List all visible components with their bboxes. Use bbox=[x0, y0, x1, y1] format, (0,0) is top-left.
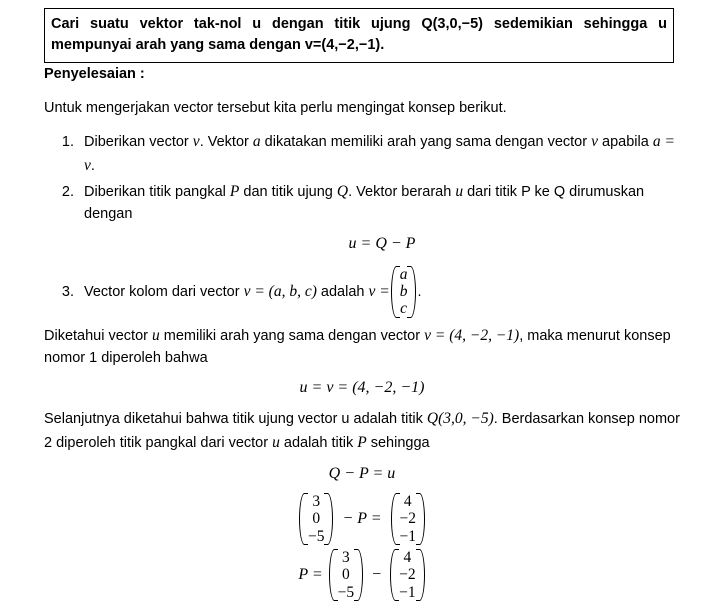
concept-3-text-2: adalah bbox=[316, 283, 369, 300]
problem-statement-box bbox=[44, 8, 674, 63]
eq3-left-entry-1: 3 bbox=[342, 548, 350, 566]
solution-content bbox=[44, 66, 680, 601]
concept-2-equation: u = Q − P bbox=[348, 234, 416, 252]
eq3-right-entry-1: 4 bbox=[403, 548, 412, 566]
eq2-right-vector bbox=[391, 493, 426, 545]
concept-3-text-1: Vector kolom dari vector bbox=[84, 283, 244, 300]
concept-2-var-u: u bbox=[455, 183, 464, 201]
concept-1-text-3: dikatakan memiliki arah yang sama dengan vector bbox=[260, 133, 592, 150]
eq3-left-entry-3: −5 bbox=[337, 583, 355, 601]
concept-1-var-v2: v bbox=[591, 132, 598, 150]
known-vector-v: v = (4, −2, −1) bbox=[424, 326, 520, 344]
solution-heading: Penyelesaian : bbox=[44, 66, 145, 82]
next-text-1: Selanjutnya diketahui bahwa titik ujung vector u adalah titik bbox=[44, 411, 427, 428]
vector-entry-a: a bbox=[399, 265, 408, 283]
concept-2-var-q: Q bbox=[336, 183, 349, 201]
concept-3-var-vabc: v = (a, b, c) bbox=[243, 282, 317, 300]
known-text-2: memiliki arah yang sama dengan vector bbox=[159, 327, 425, 344]
equation-vector-line-2 bbox=[44, 493, 680, 545]
equation-u-equals-v: u = v = (4, −2, −1) bbox=[299, 379, 425, 397]
next-point-q: Q(3,0, −5) bbox=[426, 410, 494, 428]
concept-item-1 bbox=[78, 130, 680, 178]
concept-2-text-2: dan titik ujung bbox=[239, 184, 337, 201]
equation-vector-line-3 bbox=[44, 549, 680, 601]
concept-list bbox=[44, 130, 680, 318]
eq3-operator: − bbox=[372, 565, 382, 583]
concept-2-text-1: Diberikan titik pangkal bbox=[84, 184, 230, 201]
eq2-right-entry-3: −1 bbox=[399, 527, 417, 545]
eq2-operator: − P = bbox=[342, 509, 382, 527]
eq3-left-vector bbox=[329, 549, 364, 601]
concept-3-text-3: . bbox=[417, 283, 422, 300]
concept-1-text-4: apabila bbox=[597, 133, 653, 150]
next-point-p: P bbox=[357, 434, 367, 452]
concept-1-var-a: a bbox=[252, 132, 261, 150]
concept-3-column-vector bbox=[391, 266, 417, 318]
eq2-left-entry-1: 3 bbox=[312, 492, 321, 510]
concept-1-text-1: Diberikan vector bbox=[84, 133, 193, 150]
solution-intro: Untuk mengerjakan vector tersebut kita perlu mengingat konsep berikut. bbox=[44, 100, 507, 116]
concept-2-text-4: dari titik P ke Q dirumuskan dengan bbox=[84, 184, 645, 222]
eq3-right-entry-3: −1 bbox=[399, 583, 416, 601]
eq3-left-entry-2: 0 bbox=[342, 566, 350, 584]
next-text-2: . Berdasarkan konsep nomor 2 diperoleh titik pangkal dari vector bbox=[44, 411, 680, 452]
equation-q-minus-p: Q − P = u bbox=[328, 464, 396, 482]
eq2-right-entry-2: −2 bbox=[399, 510, 417, 528]
known-var-u: u bbox=[152, 326, 160, 344]
concept-1-var-v: v bbox=[192, 132, 200, 150]
concept-1-text-2: . Vektor bbox=[199, 133, 253, 150]
concept-3-var-v: v = bbox=[368, 282, 390, 300]
eq3-lead-p: P = bbox=[298, 565, 323, 583]
next-text-4: sehingga bbox=[366, 435, 430, 452]
vector-entry-c: c bbox=[400, 300, 408, 318]
concept-2-var-p: P bbox=[229, 183, 240, 201]
paragraph-next-step bbox=[44, 407, 680, 455]
concept-2-text-3: . Vektor berarah bbox=[348, 184, 456, 201]
eq3-right-vector bbox=[390, 549, 425, 601]
next-text-3: adalah titik bbox=[279, 435, 358, 452]
eq2-left-entry-2: 0 bbox=[312, 510, 321, 528]
known-text-1: Diketahui vector bbox=[44, 327, 152, 344]
concept-1-text-5: . bbox=[90, 157, 95, 174]
vector-entry-b: b bbox=[399, 283, 408, 301]
eq2-left-vector bbox=[299, 493, 334, 545]
known-text-3: , maka menurut konsep nomor 1 diperoleh bahwa bbox=[44, 327, 671, 366]
paragraph-known bbox=[44, 324, 680, 370]
next-var-u: u bbox=[272, 434, 280, 452]
eq2-right-entry-1: 4 bbox=[403, 492, 412, 510]
concept-1-eq-av: a = v bbox=[84, 132, 675, 174]
concept-item-2 bbox=[78, 180, 680, 256]
concept-item-3 bbox=[78, 266, 680, 318]
eq2-left-entry-3: −5 bbox=[307, 527, 325, 545]
problem-statement-text: Cari suatu vektor tak-nol u dengan titik ujung Q(3,0,−5) sedemikian sehingga u mempunyai arah yang sama dengan v=(4,−2,−1). bbox=[51, 16, 667, 54]
eq3-right-entry-2: −2 bbox=[399, 566, 416, 584]
